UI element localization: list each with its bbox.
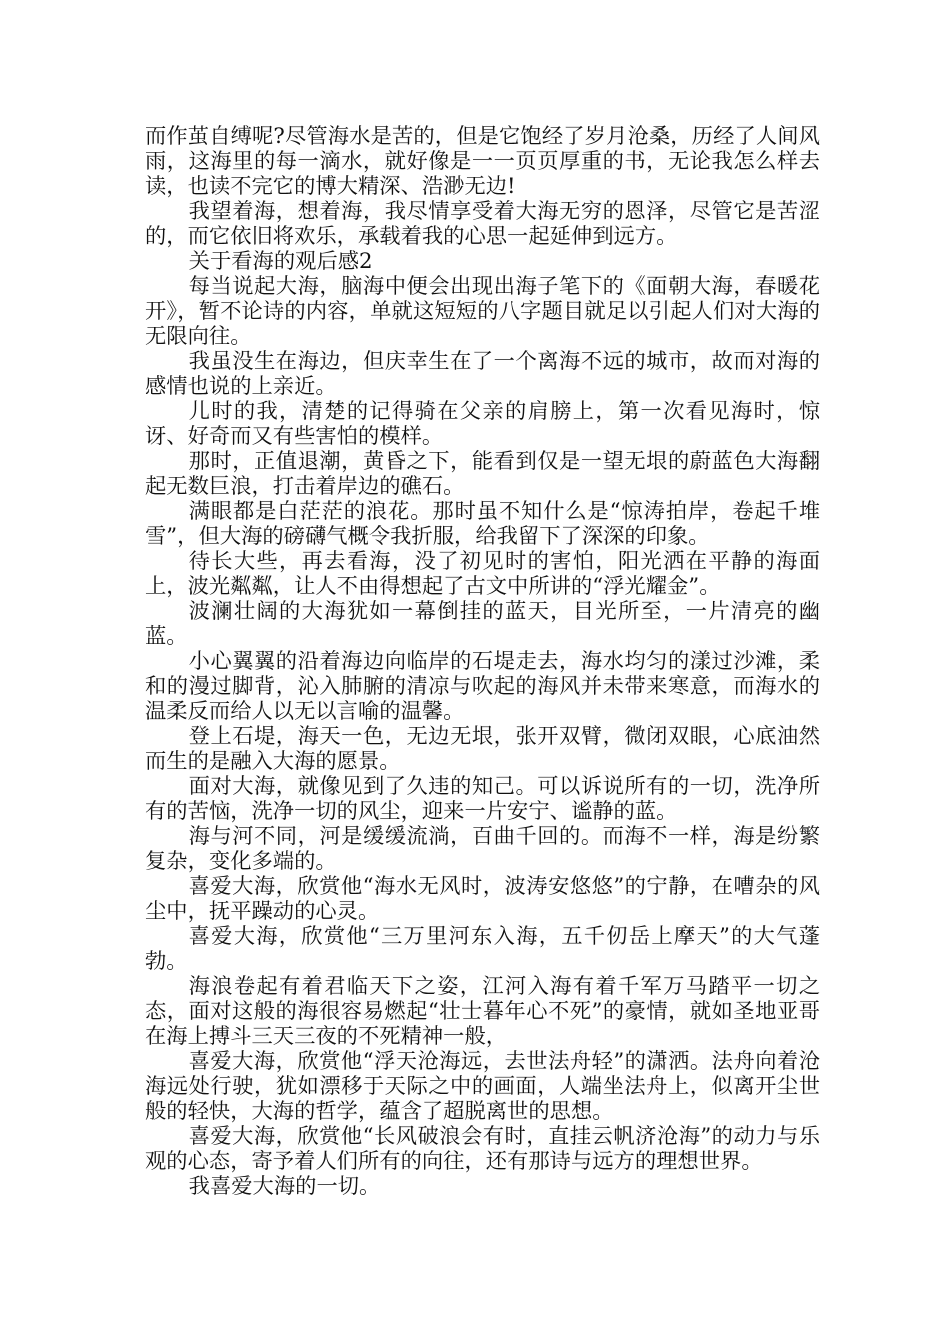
paragraph-9: 待长大些，再去看海，没了初见时的害怕，阳光洒在平静的海面上，波光粼粼，让人不由得想起了古文中所讲的“浮光耀金”。 bbox=[145, 549, 820, 599]
paragraph-6: 儿时的我，清楚的记得骑在父亲的肩膀上，第一次看见海时，惊讶、好奇而又有些害怕的模样。 bbox=[145, 399, 820, 449]
section-heading: 关于看海的观后感2 bbox=[188, 249, 373, 274]
paragraph-1: 而作茧自缚呢?尽管海水是苦的，但是它饱经了岁月沧桑，历经了人间风雨，这海里的每一滴水，就好像是一一页页厚重的书，无论我怎么样去读，也读不完它的博大精深、浩渺无边! bbox=[145, 124, 820, 199]
document-body bbox=[145, 124, 820, 1199]
paragraph-12: 登上石堤，海天一色，无边无垠，张开双臂，微闭双眼，心底油然而生的是融入大海的愿景。 bbox=[145, 724, 820, 774]
paragraph-17: 海浪卷起有着君临天下之姿，江河入海有着千军万马踏平一切之态，面对这般的海很容易燃起“壮士暮年心不死”的豪情，就如圣地亚哥在海上搏斗三天三夜的不死精神一般， bbox=[145, 974, 820, 1049]
paragraph-4: 每当说起大海，脑海中便会出现出海子笔下的《面朝大海，春暖花开》，暂不论诗的内容，单就这短短的八字题目就足以引起人们对大海的无限向往。 bbox=[145, 274, 820, 349]
paragraph-7: 那时，正值退潮，黄昏之下，能看到仅是一望无垠的蔚蓝色大海翻起无数巨浪，打击着岸边的礁石。 bbox=[145, 449, 820, 499]
paragraph-2: 我望着海，想着海，我尽情享受着大海无穷的恩泽，尽管它是苦涩的，而它依旧将欢乐，承载着我的心思一起延伸到远方。 bbox=[145, 199, 820, 249]
paragraph-14: 海与河不同，河是缓缓流淌，百曲千回的。而海不一样，海是纷繁复杂，变化多端的。 bbox=[145, 824, 820, 874]
paragraph-18: 喜爱大海，欣赏他“浮天沧海远，去世法舟轻”的潇洒。法舟向着沧海远处行驶，犹如漂移于天际之中的画面，人端坐法舟上，似离开尘世般的轻快，大海的哲学，蕴含了超脱离世的思想。 bbox=[145, 1049, 820, 1124]
paragraph-20: 我喜爱大海的一切。 bbox=[188, 1174, 381, 1199]
paragraph-15: 喜爱大海，欣赏他“海水无风时，波涛安悠悠”的宁静，在嘈杂的风尘中，抚平躁动的心灵。 bbox=[145, 874, 820, 924]
paragraph-5: 我虽没生在海边，但庆幸生在了一个离海不远的城市，故而对海的感情也说的上亲近。 bbox=[145, 349, 820, 399]
paragraph-11: 小心翼翼的沿着海边向临岸的石堤走去，海水均匀的漾过沙滩，柔和的漫过脚背，沁入肺腑的清凉与吹起的海风并未带来寒意，而海水的温柔反而给人以无以言喻的温馨。 bbox=[145, 649, 820, 724]
paragraph-19: 喜爱大海，欣赏他“长风破浪会有时，直挂云帆济沧海”的动力与乐观的心态，寄予着人们所有的向往，还有那诗与远方的理想世界。 bbox=[145, 1124, 820, 1174]
paragraph-13: 面对大海，就像见到了久违的知己。可以诉说所有的一切，洗净所有的苦恼，洗净一切的风尘，迎来一片安宁、谧静的蓝。 bbox=[145, 774, 820, 824]
paragraph-16: 喜爱大海，欣赏他“三万里河东入海，五千仞岳上摩天”的大气蓬勃。 bbox=[145, 924, 820, 974]
paragraph-8: 满眼都是白茫茫的浪花。那时虽不知什么是“惊涛拍岸，卷起千堆雪”，但大海的磅礴气概令我折服，给我留下了深深的印象。 bbox=[145, 499, 820, 549]
paragraph-10: 波澜壮阔的大海犹如一幕倒挂的蓝天，目光所至，一片清亮的幽蓝。 bbox=[145, 599, 820, 649]
